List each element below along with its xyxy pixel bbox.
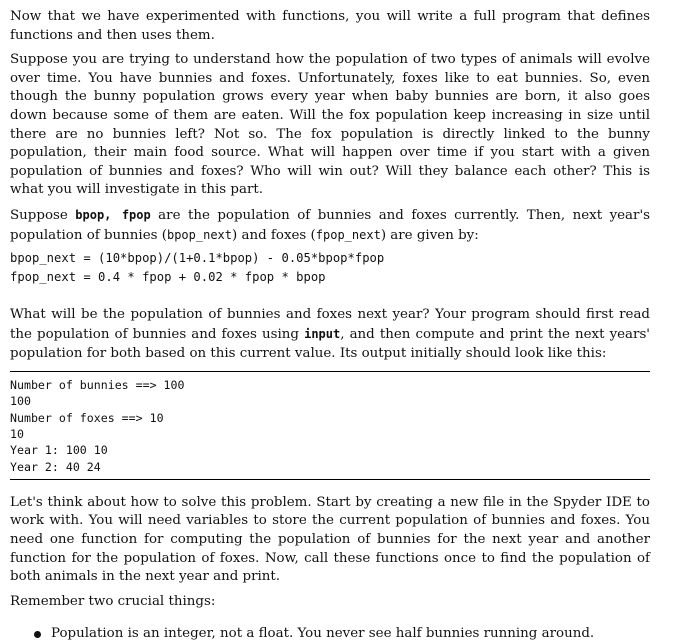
output-line: 10 [10,426,24,441]
code-fpop-next: fpop_next [315,227,381,242]
equation-bpop-next: bpop_next = (10*bpop)/(1+0.1*bpop) - 0.05*bpop*fpop [10,251,385,266]
question-paragraph [10,306,650,363]
question-text-1: What will be the population of bunnies and foxes next year? Your program should first read the population of bunnies and foxes using [10,307,650,342]
definitions-text-3: ) and foxes ( [232,227,316,243]
definitions-text-1: Suppose [10,207,76,223]
approach-paragraph: Let's think about how to solve this problem. Start by creating a new file in the Spyder IDE to work with. You will need variables to store the current population of bunnies and foxes. You need one function for computing the population of bunnies for the next year and another function for the population of foxes. Now, call these functions once to find the population of both animals in the next year and print. [10,494,650,585]
code-bpop-fpop: bpop, fpop [75,207,151,222]
bullet-item [10,625,650,644]
output-line: 100 [10,394,31,409]
equation-block [10,249,650,286]
bullet-icon [34,631,41,638]
definitions-paragraph [10,206,650,245]
intro-paragraph: Now that we have experimented with functions, you will write a full program that defines functions and then uses them. [10,9,650,43]
document-page [10,8,650,644]
bullet-text: Population is an integer, not a float. You never see half bunnies running around. [51,626,595,642]
equation-fpop-next: fpop_next = 0.4 * fpop + 0.02 * fpop * bpop [10,269,326,284]
problem-paragraph: Suppose you are trying to understand how the population of two types of animals will evolve over time. You have bunnies and foxes. Unfortunately, foxes like to eat bunnies. So, even though the bunny population grows every year when baby bunnies are born, it also goes down because some of them are eaten. Will the fox population keep increasing in size until there are no bunnies left? Not so. The fox population is directly linked to the bunny population, their main food source. What will happen over time if you start with a given population of bunnies and foxes? Who will win out? Will they balance each other? This is what you will investigate in this part. [10,52,650,198]
question-text-2: , and then compute and print the next years' population for both based on this current value. Its output initially should look like this: [10,326,650,361]
output-line: Year 2: 40 24 [10,459,101,474]
output-line: Number of bunnies ==> 100 [10,378,185,393]
code-bpop-next: bpop_next [166,227,233,242]
definitions-text-2: are the population of bunnies and foxes currently. Then, next year's population of bunnies ( [10,207,650,243]
definitions-text-4: ) are given by: [380,227,479,243]
remember-line: Remember two crucial things: [10,593,216,609]
sample-output-box [10,371,650,480]
code-input: input [304,326,341,341]
output-line: Year 1: 100 10 [10,443,108,458]
output-line: Number of foxes ==> 10 [10,410,164,425]
